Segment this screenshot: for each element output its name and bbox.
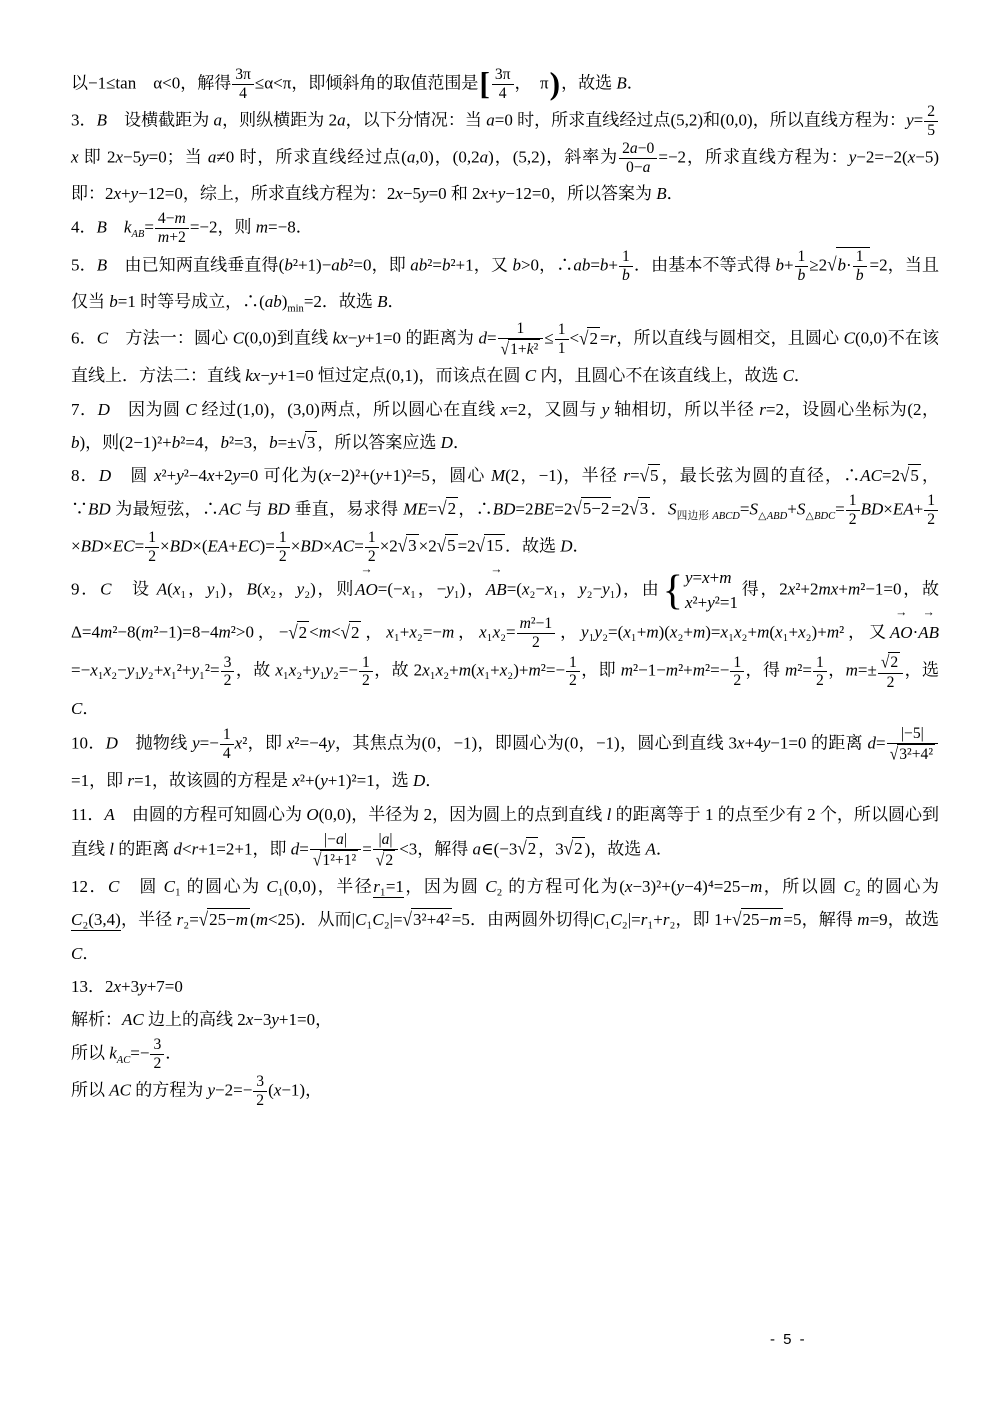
sqrt: √25−m bbox=[198, 909, 249, 931]
fraction: $\frac{1}{2}$ bbox=[846, 492, 860, 529]
fraction: $\frac{2}{5}$ bbox=[924, 103, 938, 140]
fraction: $\frac{3\pi}{4}$ bbox=[232, 66, 254, 103]
subscript: 四边形 ABCD bbox=[676, 510, 740, 522]
fraction: $\frac{1}{2}$ bbox=[145, 529, 159, 566]
problem-8-answer-d: 8．D 圆 x²+y²−4x+2y=0 可化为(x−2)²+(y+1)²=5，圆心 M(2，−1)，半径 r=√5 ，最长弦为圆的直径，∴AC=2√5 ，∵BD 为最短弦，∴AC 与 BD 垂直，易求得 ME=√2 ，∴BD=2BE=2√5−2 =2√3 ．$S_{四边形 ABCD}=S_{\triangle ABD}+S_{\triangle BDC}=$ $\frac{1}{2}$ BD×EA+ $\frac{1}{2}$ ×BD×EC= $\frac{1}{2}$ ×BD×(EA+EC)= $\frac{1}{2}$ ×BD×AC= $\frac{1}{2}$ ×2√3 ×2√5 =2√15 ．故选 D． bbox=[71, 459, 939, 566]
problem-13-answer: 13．2x+3y+7=0 bbox=[71, 976, 183, 996]
sqrt: √5 bbox=[900, 464, 919, 487]
sqrt: √5 bbox=[639, 464, 659, 487]
subscript: AC bbox=[116, 1054, 131, 1066]
sqrt: √2 bbox=[880, 653, 899, 673]
big-bracket: [ bbox=[479, 66, 490, 102]
subscript: min bbox=[287, 303, 304, 315]
sqrt: √3 bbox=[397, 535, 417, 557]
subscript: △BDC bbox=[805, 510, 836, 522]
fraction: $\frac{3}{2}$ bbox=[150, 1036, 164, 1073]
problem-4-answer-b: 4．B $k_{AB}=$ $\frac{4-m}{m+2}$ =−2，则 m=−8． bbox=[71, 210, 313, 247]
solutions-text bbox=[71, 66, 939, 1110]
subscript: AB bbox=[131, 228, 145, 240]
big-bracket: ) bbox=[549, 66, 561, 102]
sqrt: √2 bbox=[437, 498, 457, 520]
problem-13-slope: 所以 $k_{AC}=-$ $\frac{3}{2}$ ． bbox=[71, 1035, 183, 1072]
problem-7-answer-d: 7．D 因为圆 C 经过(1,0)，(3,0)两点，所以圆心在直线 x=2，又圆与 y 轴相切，所以半径 r=2，设圆心坐标为(2，b)，则(2−1)²+b²=4，b²=3，b=±√3 ，所以答案应选 D． bbox=[71, 393, 939, 459]
underline: r₁=1 bbox=[373, 877, 404, 897]
sqrt: √2 bbox=[517, 838, 537, 860]
fraction: $\frac{1}{2}$ bbox=[566, 654, 580, 691]
problem-13-line-equation: 所以 AC 的方程为 y−2=− $\frac{3}{2}$ (x−1)， bbox=[71, 1072, 323, 1109]
problem-6-answer-c: 6．C 方法一：圆心 C(0,0)到直线 kx−y+1=0 的距离为 d= $\frac{1}{\text{√1+k²}}$ ≤ $\frac{1}{1}$ <√2 =r，所以直线与圆相交，且圆心 C(0,0)不在该直线上．方法二：直线 kx−y+1=0 恒过定点(0,1)，而该点在圆 C 内，且圆心不在该直线上，故选 C． bbox=[71, 319, 939, 386]
sqrt: √15 bbox=[475, 535, 503, 557]
fraction: $\frac{1}{2}$ bbox=[730, 654, 744, 691]
fraction: $\frac{1}{2}$ bbox=[276, 529, 290, 566]
fraction: $\frac{√2}{2}$ bbox=[878, 652, 903, 692]
fraction: $\frac{1}{b}$ bbox=[853, 248, 867, 285]
sqrt: √3²+4² bbox=[402, 909, 450, 931]
fraction: $\frac{1}{2}$ bbox=[365, 529, 379, 566]
vector: → AO bbox=[889, 605, 913, 642]
sqrt: √2 bbox=[579, 327, 598, 349]
vector: → AO bbox=[355, 561, 378, 599]
problem-11-answer-a: 11．A 由圆的方程可知圆心为 O(0,0)，半径为 2，因为圆上的点到直线 l 的距离等于 1 的点至少有 2 个，所以圆心到直线 l 的距离 d<r+1=2+1，即 d= $\frac{|-a|}{\text{√1²+1²}}$ = $\frac{|a|}{√2}$ <3，解得 a∈(−3√2 ，3√2 )，故选 A． bbox=[71, 804, 940, 870]
sqrt: √2 bbox=[340, 621, 360, 643]
problem-9-answer-c: 9．C 设 A(x₁，y₁)，B(x₂，y₂)，则 → AO=(−x₁，−y₁)， → AB=(x₂−x₁，y₂−y₁)，由 { y=x+m x²+y²=1 得，2x²+2mx+m²−1=0，故 Δ=4m²−8(m²−1)=8−4m²>0，−√2 <m<√2 ，x₁+x₂=−m，x₁x₂= $\frac{\text{m²−1}}{2}$ ，y₁y₂=(x₁+m)(x₂+m)=x₁x₂+m(x₁+x₂)+m²，又 → AO· → AB=−x₁x₂−y₁y₂+x₁²+y₁²= $\frac{3}{2}$ ，故 x₁x₂+y₁y₂=− $\frac{1}{2}$ ，故 2x₁x₂+m(x₁+x₂)+m²=− $\frac{1}{2}$ ，即 m²−1−m²+m²=− $\frac{1}{2}$ ，得 m²= $\frac{1}{2}$ ，m=± $\frac{√2}{2}$ ，选 C． bbox=[71, 561, 940, 718]
continuation-problem-2-answer-b: 以−1≤tan α<0，解得 $\frac{3\pi}{4}$ ≤α<π，即倾斜角的取值范围是[ $\frac{3\pi}{4}$ ， π)，故选 B． bbox=[71, 66, 644, 102]
fraction: $\frac{\text{m²−1}}{2}$ bbox=[517, 615, 556, 652]
sqrt: √2 bbox=[288, 621, 308, 643]
vector: → AB bbox=[918, 605, 940, 642]
fraction: $\frac{1}{1}$ bbox=[555, 321, 569, 358]
problem-10-answer-d: 10．D 抛物线 y=− $\frac{1}{4}$ x²，即 x²=−4y，其焦点为(0，−1)，即圆心为(0，−1)，圆心到直线 3x+4y−1=0 的距离 d= $\frac{|-5|}{\text{√3²+4²}}$ =1，即 r=1，故该圆的方程是 x²+(y+1)²=1，选 D． bbox=[71, 725, 939, 798]
sqrt: √5−2 bbox=[572, 498, 610, 520]
fraction: $\frac{|-a|}{\text{√1²+1²}}$ bbox=[310, 831, 361, 871]
underline: C₂(3,4) bbox=[71, 910, 121, 930]
sqrt: √b· $\frac{1}{b}$ bbox=[827, 247, 869, 285]
page-number: - 5 - bbox=[770, 1331, 807, 1348]
problem-5-answer-b: 5．B 由已知两直线垂直得(b²+1)−ab²=0，即 ab²=b²+1，又 b>0，∴ab=b+ $\frac{1}{b}$ ．由基本不等式得 b+ $\frac{1}{b}$ ≥2√b· $\frac{1}{b}$ =2，当且仅当 b=1 时等号成立，$\therefore(ab)_{min}=2$．故选 B． bbox=[71, 248, 940, 315]
fraction: $\frac{1}{2}$ bbox=[924, 492, 938, 529]
vector: → AB bbox=[485, 561, 507, 599]
problem-12-answer-c: 12．C 圆 C₁ 的圆心为 C₁(0,0)，半径r₁=1，因为圆 C₂ 的方程可化为(x−3)²+(y−4)⁴=25−m，所以圆 C₂ 的圆心为C₂(3,4)，半径 r₂=√25−m (m<25)．从而|C₁C₂|=√3²+4² =5．由两圆外切得|C₁C₂|=r₁+r₂，即 1+√25−m =5，解得 m=9，故选 C． bbox=[71, 877, 940, 963]
fraction: $\frac{1}{\text{√1+k²}}$ bbox=[498, 320, 544, 360]
fraction: $\frac{1}{b}$ bbox=[795, 248, 809, 285]
sqrt: √3 bbox=[296, 431, 316, 453]
fraction: $\frac{1}{2}$ bbox=[359, 654, 373, 691]
sqrt: √1+k² bbox=[500, 339, 539, 359]
sqrt: √1²+1² bbox=[312, 850, 357, 870]
fraction: $\frac{|-5|}{\text{√3²+4²}}$ bbox=[887, 725, 938, 765]
fraction: $\frac{3}{2}$ bbox=[253, 1073, 267, 1110]
fraction: $\frac{3\pi}{4}$ bbox=[492, 66, 514, 103]
sqrt: √2 bbox=[563, 838, 583, 860]
sqrt: √3 bbox=[629, 498, 649, 520]
sqrt: √2 bbox=[375, 850, 394, 870]
sqrt: √3²+4² bbox=[889, 744, 934, 764]
fraction: $\frac{4-m}{m+2}$ bbox=[155, 210, 189, 247]
fraction: $\frac{3}{2}$ bbox=[221, 654, 235, 691]
fraction: $\frac{1}{4}$ bbox=[220, 726, 234, 763]
equation-system: { y=x+m x²+y²=1 bbox=[662, 566, 738, 614]
fraction: $\frac{1}{b}$ bbox=[619, 248, 633, 285]
sqrt: √5 bbox=[436, 535, 456, 557]
problem-3-answer-b: 3．B 设横截距为 a，则纵横距为 2a，以下分情况：当 a=0 时，所求直线经过点(5,2)和(0,0)，所以直线方程为：y= $\frac{2}{5}$ x 即 2x−5y=0；当 a≠0 时，所求直线经过点(a,0)，(0,2a)，(5,2)，斜率为 $\frac{2a-0}{0-a}$ =−2，所求直线方程为：y−2=−2(x−5)即：2x+y−12=0，综上，所求直线方程为：2x−5y=0 和 2x+y−12=0，所以答案为 B． bbox=[71, 102, 939, 203]
sqrt: √25−m bbox=[732, 909, 782, 931]
fraction: $\frac{|a|}{√2}$ bbox=[373, 831, 398, 871]
problem-13-analysis: 解析：AC 边上的高线 2x−3y+1=0， bbox=[71, 1009, 333, 1029]
fraction: $\frac{1}{2}$ bbox=[813, 654, 827, 691]
fraction: $\frac{2a-0}{0-a}$ bbox=[619, 140, 657, 177]
subscript: △ABD bbox=[757, 510, 788, 522]
